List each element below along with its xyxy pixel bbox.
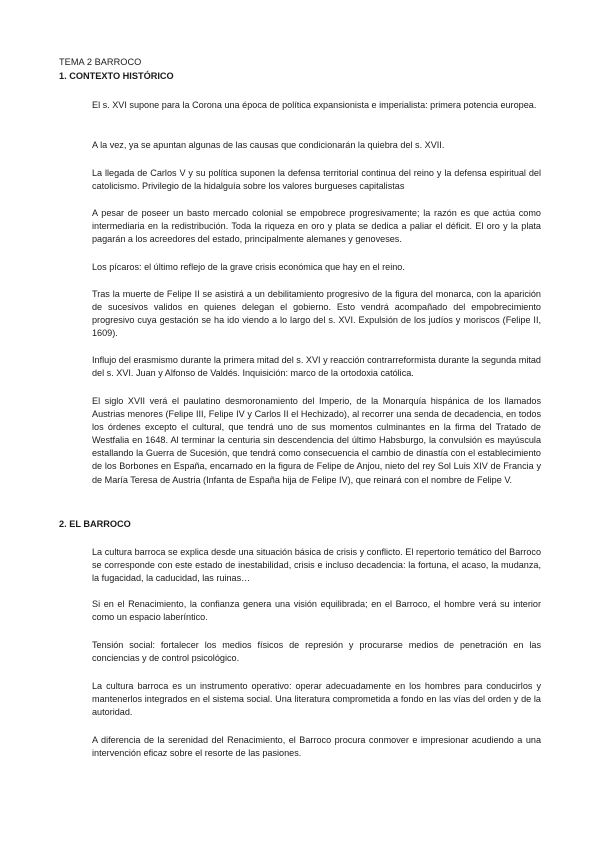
paragraph: La llegada de Carlos V y su política suponen la defensa territorial continua del reino y la defensa espiritual del catolicismo. Privilegio de la hidalguía sobre los valores burgueses capitalistas bbox=[92, 168, 541, 192]
paragraph: Tras la muerte de Felipe II se asistirá a un debilitamiento progresivo de la figura del monarca, con la aparición de sucesivos validos en quienes delegan el gobierno. Esto vendrá acompañado del empobrecimiento progresivo cuya gestación se ha ido viendo a lo largo del s. XVI. Expulsión de los judíos y moriscos (Felipe II, 1609). bbox=[92, 289, 541, 339]
section-heading-contexto-historico: 1. CONTEXTO HISTÓRICO bbox=[59, 71, 174, 81]
paragraph: Tensión social: fortalecer los medios físicos de represión y procurarse medios de penetración en las conciencias y de control psicológico. bbox=[92, 640, 541, 664]
paragraph: Si en el Renacimiento, la confianza genera una visión equilibrada; en el Barroco, el hombre verá su interior como un espacio laberíntico. bbox=[92, 599, 541, 623]
section-heading-el-barroco: 2. EL BARROCO bbox=[59, 519, 131, 529]
paragraph: A pesar de poseer un basto mercado colonial se empobrece progresivamente; la razón es que actúa como intermediaria en la redistribución. Toda la riqueza en oro y plata se dedica a paliar el déficit. El oro y la plata pagarán a los acreedores del estado, principalmente alemanes y genoveses. bbox=[92, 208, 541, 245]
document-title: TEMA 2 BARROCO bbox=[59, 57, 142, 67]
paragraph: La cultura barroca se explica desde una situación básica de crisis y conflicto. El repertorio temático del Barroco se corresponde con este estado de inestabilidad, crisis e incluso decadencia: la fortuna, el acaso, la mudanza, la fugacidad, la caducidad, las ruinas… bbox=[92, 547, 541, 584]
paragraph: A la vez, ya se apuntan algunas de las causas que condicionarán la quiebra del s. XVII. bbox=[92, 140, 445, 150]
paragraph: A diferencia de la serenidad del Renacimiento, el Barroco procura conmover e impresionar acudiendo a una intervención eficaz sobre el resorte de las pasiones. bbox=[92, 735, 541, 759]
paragraph: Los pícaros: el último reflejo de la grave crisis económica que hay en el reino. bbox=[92, 262, 405, 272]
paragraph: El s. XVI supone para la Corona una época de política expansionista e imperialista: primera potencia europea. bbox=[92, 100, 537, 110]
paragraph: Influjo del erasmismo durante la primera mitad del s. XVI y reacción contrarreformista durante la segunda mitad del s. XVI. Juan y Alfonso de Valdés. Inquisición: marco de la ortodoxia católica. bbox=[92, 355, 541, 379]
paragraph: La cultura barroca es un instrumento operativo: operar adecuadamente en los hombres para conducirlos y mantenerlos integrados en el sistema social. Una literatura comprometida a fondo en las vías del orden y de la autoridad. bbox=[92, 681, 541, 718]
paragraph: El siglo XVII verá el paulatino desmoronamiento del Imperio, de la Monarquía hispánica de los llamados Austrias menores (Felipe III, Felipe IV y Carlos II el Hechizado), al recorrer una senda de decadencia, en todos los órdenes excepto el cultural, que tendrá uno de sus momentos culminantes en la firma del Tratado de Westfalia en 1648. Al terminar la centuria sin descendencia del último Habsburgo, la convulsión es mayúscula estallando la Guerra de Sucesión, que tendrá como consecuencia el cambio de dinastía con el establecimiento de los Borbones en España, encarnado en la figura de Felipe de Anjou, nieto del rey Sol Luis XIV de Francia y de María Teresa de Austria (Infanta de España hija de Felipe IV), que reinará con el nombre de Felipe V. bbox=[92, 396, 541, 485]
